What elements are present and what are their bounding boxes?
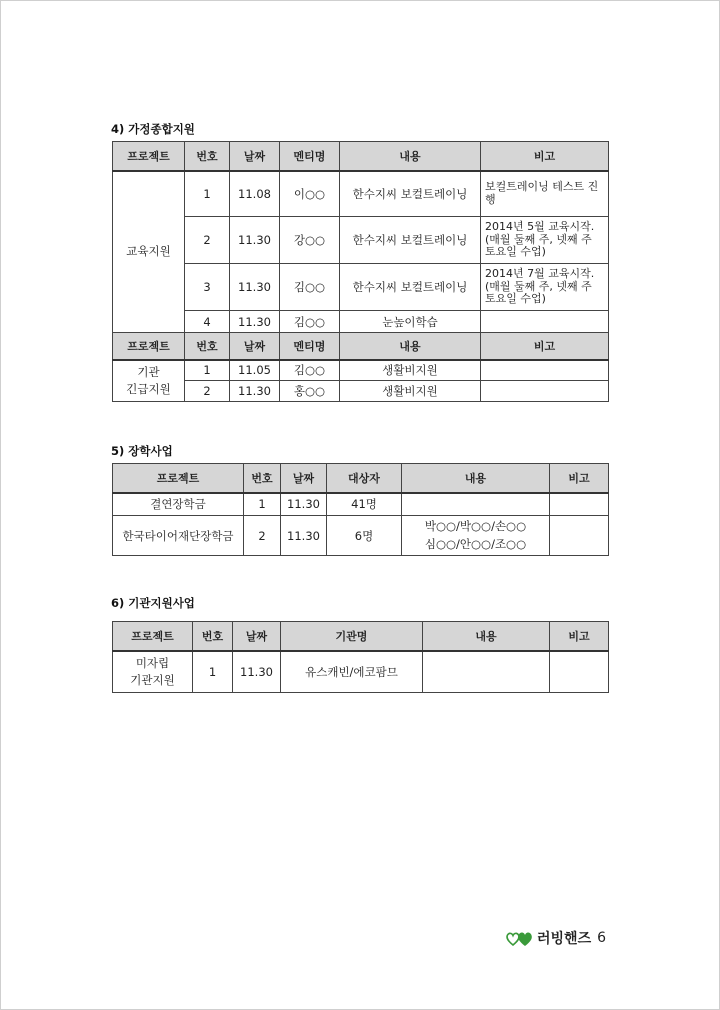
table-row [113,360,609,381]
section-5-title: 5) 장학사업 [111,444,173,458]
row-content: 생활비지원 [340,381,481,402]
header-content: 내용 [340,333,481,360]
header-date: 날짜 [230,333,280,360]
table-row [113,217,609,264]
row-date: 11.05 [230,360,280,381]
header-note: 비고 [481,333,609,360]
header-number: 번호 [193,622,233,651]
category-line-2: 긴급지원 [126,381,171,396]
row-organization: 유스캐빈/에코팜므 [281,651,423,693]
row-note: 2014년 7월 교육시작. (매월 둘째 주, 넷째 주 토요일 수업) [481,264,609,311]
header-mentee: 멘티명 [280,142,340,171]
row-project [113,651,193,693]
header-content: 내용 [340,142,481,171]
row-mentee: 홍○○ [280,381,340,402]
header-target: 대상자 [327,464,402,493]
row-note: 2014년 5월 교육시작. (매월 둘째 주, 넷째 주 토요일 수업) [481,217,609,264]
row-number: 1 [185,171,230,217]
row-date: 11.30 [233,651,281,693]
brand-name: 러빙핸즈 [537,931,592,947]
row-number: 3 [185,264,230,311]
content-line-1: 박○○/박○○/손○○ [424,519,527,534]
row-mentee: 이○○ [280,171,340,217]
row-number: 2 [244,516,281,556]
table-row [113,651,609,693]
content-line-2: 심○○/안○○/조○○ [424,536,527,551]
row-project: 한국타이어재단장학금 [113,516,244,556]
row-target: 41명 [327,493,402,516]
row-note [481,360,609,381]
table-row [113,516,609,556]
row-date: 11.08 [230,171,280,217]
header-project: 프로젝트 [113,142,185,171]
header-mentee: 멘티명 [280,333,340,360]
table-row [113,381,609,402]
table-row [113,171,609,217]
row-number: 1 [193,651,233,693]
page-number: 6 [597,930,607,946]
row-number: 1 [244,493,281,516]
row-note [550,516,609,556]
header-content: 내용 [423,622,550,651]
row-number: 2 [185,381,230,402]
section-6-title: 6) 기관지원사업 [111,596,195,610]
header-date: 날짜 [230,142,280,171]
row-note [550,651,609,693]
header-project: 프로젝트 [113,333,185,360]
row-note: 보컬트레이닝 테스트 진행 [481,171,609,217]
header-number: 번호 [185,142,230,171]
header-note: 비고 [550,622,609,651]
header-date: 날짜 [233,622,281,651]
category-emergency [113,360,185,402]
row-content: 생활비지원 [340,360,481,381]
row-content [423,651,550,693]
header-organization: 기관명 [281,622,423,651]
project-line-1: 미자립 [135,655,170,670]
header-date: 날짜 [281,464,327,493]
row-date: 11.30 [230,311,280,333]
row-project: 결연장학금 [113,493,244,516]
row-mentee: 김○○ [280,311,340,333]
row-content: 한수지씨 보컬트레이닝 [340,264,481,311]
category-education: 교육지원 [113,171,185,333]
row-note [481,311,609,333]
table-header-row [113,622,609,651]
row-content: 한수지씨 보컬트레이닝 [340,217,481,264]
green-hearts-icon [506,928,534,948]
family-support-table [112,141,609,402]
header-project: 프로젝트 [113,464,244,493]
row-content [402,516,550,556]
row-content: 한수지씨 보컬트레이닝 [340,171,481,217]
table-header-row [113,333,609,360]
project-line-2: 기관지원 [130,672,175,687]
scholarship-table [112,463,609,556]
header-number: 번호 [185,333,230,360]
row-mentee: 김○○ [280,360,340,381]
table-header-row [113,142,609,171]
header-note: 비고 [550,464,609,493]
row-number: 4 [185,311,230,333]
row-number: 2 [185,217,230,264]
header-note: 비고 [481,142,609,171]
row-content [402,493,550,516]
row-note [550,493,609,516]
header-number: 번호 [244,464,281,493]
table-row [113,264,609,311]
header-content: 내용 [402,464,550,493]
table-row [113,311,609,333]
row-content: 눈높이학습 [340,311,481,333]
footer-brand [506,928,606,948]
table-row [113,493,609,516]
row-mentee: 김○○ [280,264,340,311]
row-note [481,381,609,402]
header-project: 프로젝트 [113,622,193,651]
row-date: 11.30 [281,493,327,516]
institution-support-table [112,621,609,693]
table-header-row [113,464,609,493]
row-date: 11.30 [230,217,280,264]
row-mentee: 강○○ [280,217,340,264]
row-date: 11.30 [230,264,280,311]
section-4-title: 4) 가정종합지원 [111,122,195,136]
row-date: 11.30 [281,516,327,556]
row-target: 6명 [327,516,402,556]
row-number: 1 [185,360,230,381]
row-date: 11.30 [230,381,280,402]
category-line-1: 기관 [137,364,160,379]
